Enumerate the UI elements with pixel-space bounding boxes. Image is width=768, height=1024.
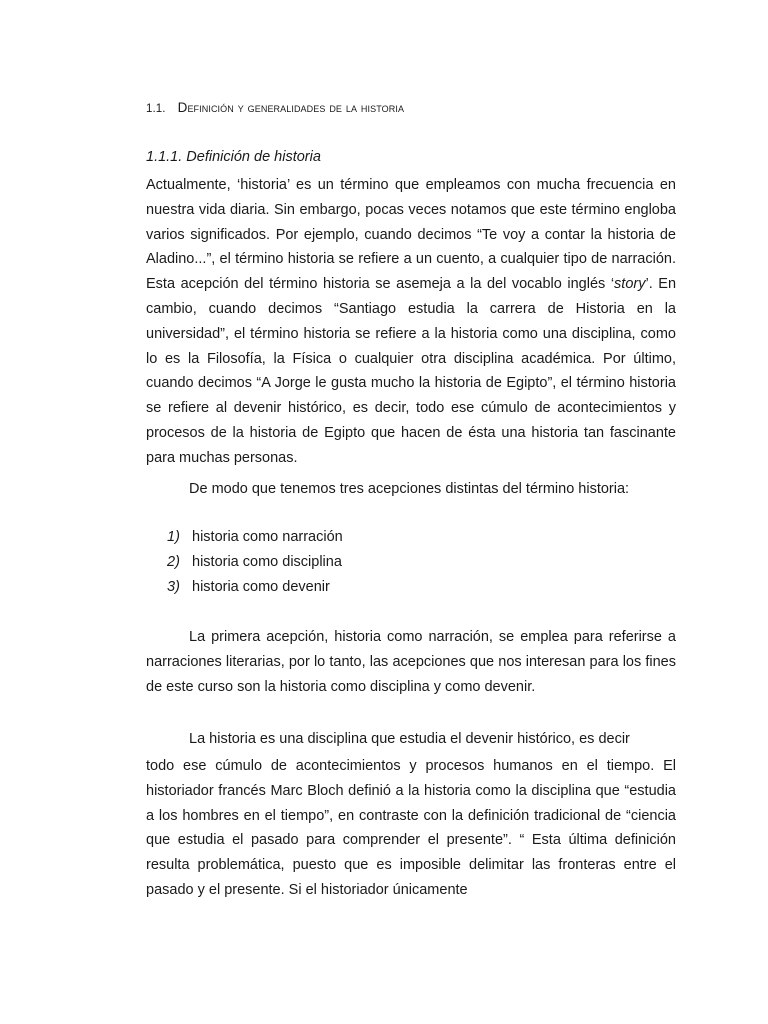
paragraph-definition [146,173,676,471]
list-item [167,575,343,600]
list-item-text: historia como narración [192,529,343,545]
paragraph-text: ’. En cambio, cuando decimos “Santiago estudia la carrera de Historia en la universidad”, el término historia se refiere a la historia como una disciplina, como lo es la Filosofía, la Física o cualquier otra disciplina académica. Por último, cuando decimos “A Jorge le gusta mucho la historia de Egipto”, el término historia se refiere al devenir histórico, es decir, todo ese cúmulo de acontecimientos y procesos de la historia de Egipto que hacen de ésta una historia tan fascinante para muchas personas. [146,276,677,466]
list-item-text: historia como disciplina [192,554,342,570]
list-marker: 3) [167,579,180,595]
paragraph-disciplina-first-line: La historia es una disciplina que estudia el devenir histórico, es decir [189,731,630,747]
acepciones-list [167,525,343,600]
paragraph-disciplina: todo ese cúmulo de acontecimientos y procesos humanos en el tiempo. El historiador francés Marc Bloch definió a la historia como la disciplina que “estudia a los hombres en el tiempo”, en contraste con la definición tradicional de “ciencia que estudia el pasado para comprender el presente”. “ Esta última definición resulta problemática, puesto que es imposible delimitar las fronteras entre el pasado y el presente. Si el historiador únicamente [146,758,676,898]
subsection-heading: 1.1.1. Definición de historia [146,149,321,165]
paragraph-text: Actualmente, ‘historia’ es un término que empleamos con mucha frecuencia en nuestra vida diaria. Sin embargo, pocas veces notamos que este término engloba varios significados. Por ejemplo, cuando decimos “Te voy a contar la historia de Aladino...”, el término historia se refiere a un cuento, a cualquier tipo de narración. Esta acepción del término historia se asemeja a la del vocablo inglés ‘ [146,177,676,293]
list-item [167,525,343,550]
list-marker: 1) [167,529,180,545]
emphasis-story: story [614,276,646,293]
section-title: Definición y generalidades de la historia [177,100,405,115]
paragraph-acepciones-intro: De modo que tenemos tres acepciones distintas del término historia: [189,481,630,497]
list-marker: 2) [167,554,180,570]
list-item-text: historia como devenir [192,579,330,595]
section-number: 1.1. [146,103,166,115]
list-item [167,550,343,575]
paragraph-primera-acepcion: La primera acepción, historia como narración, se emplea para referirse a narraciones literarias, por lo tanto, las acepciones que nos interesan para los fines de este curso son la historia como disciplina y como devenir. [146,629,676,695]
section-heading [146,100,404,115]
